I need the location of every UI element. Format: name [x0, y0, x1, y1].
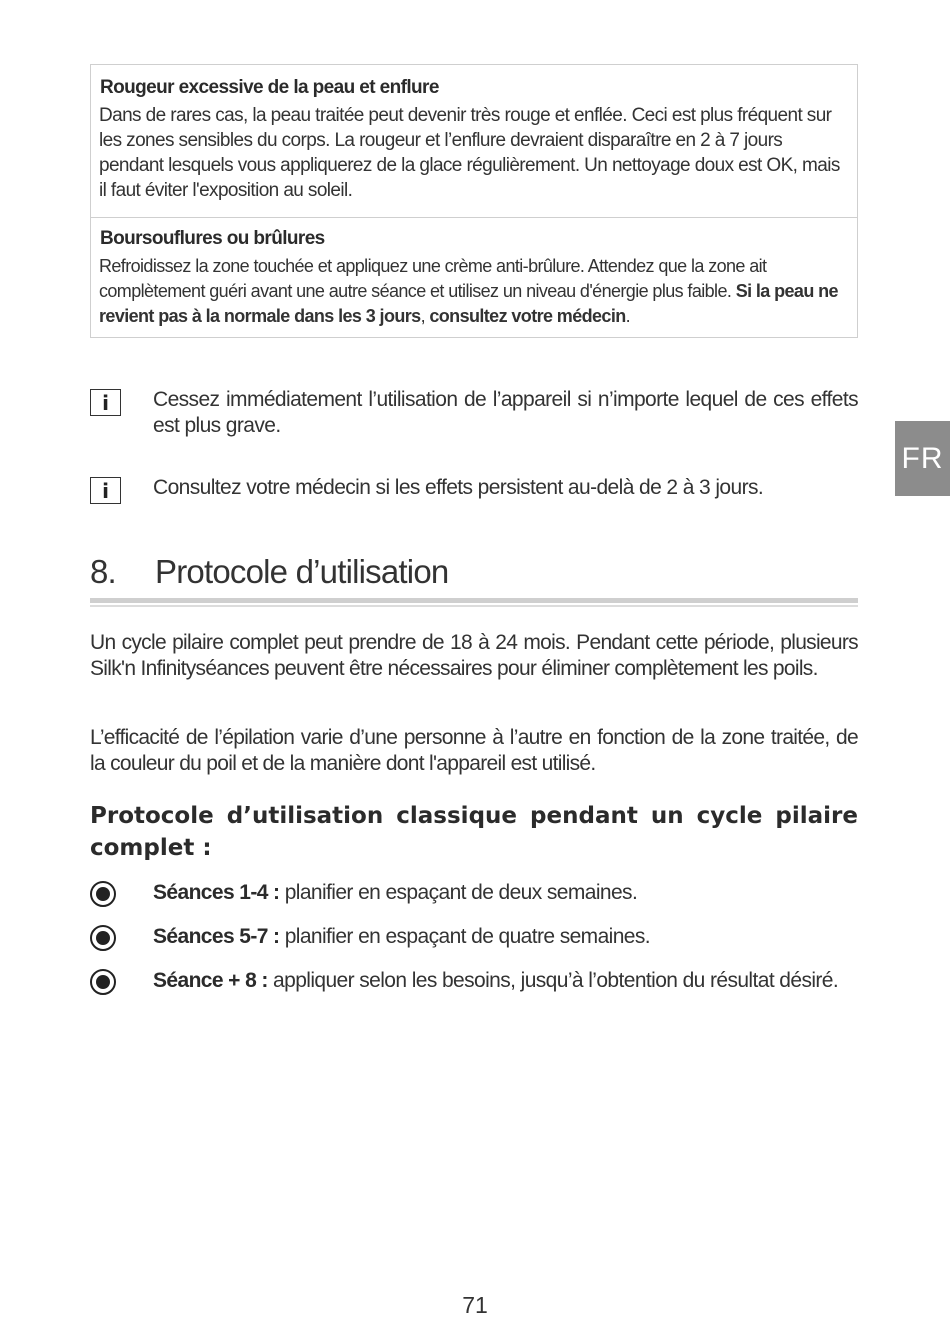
redness-text: Dans de rares cas, la peau traitée peut devenir très rouge et enflée. Ceci est plus fréquent sur les zones sensibles du corps. La rougeur et l’enflure devraient disparaître en 2 à 7 jours pendant lesquels vous appliquerez de la glace régulièrement. Un nettoyage doux est OK, mais il faut éviter l'exposition au soleil. [99, 105, 840, 201]
info-icon: i [90, 389, 121, 416]
section-number: 8. [90, 553, 116, 590]
info-note-text: Cessez immédiatement l’utilisation de l’appareil si n’importe lequel de ces effets est plus grave. [153, 388, 858, 437]
language-tab-fr: FR [895, 421, 950, 496]
step-text [153, 924, 858, 950]
section-divider-thin [90, 605, 858, 607]
protocol-step [90, 880, 858, 906]
page-number: 71 [462, 1292, 488, 1318]
step-text [153, 880, 858, 906]
blisters-title: Boursouflures ou brûlures [100, 228, 325, 249]
protocol-step [90, 968, 858, 994]
step-description: planifier en espaçant de deux semaines. [279, 881, 638, 904]
radio-bullet-icon [90, 969, 116, 995]
protocol-subheading: Protocole d’utilisation classique pendant un cycle pilaire complet : [90, 803, 858, 861]
blisters-warning-part1: Si la peau ne revient pas à la normale dans les 3 jours [99, 281, 838, 326]
step-label: Séance + 8 : [153, 969, 268, 992]
redness-title: Rougeur excessive de la peau et enflure [100, 77, 439, 98]
info-note-2 [90, 475, 858, 501]
blisters-advice: Refroidissez la zone touchée et appliquez une crème anti-brûlure. Attendez que la zone ait complètement guéri avant une autre séance et utilisez un niveau d'énergie plus faible. [99, 256, 767, 301]
radio-bullet-icon [90, 881, 116, 907]
blisters-text [99, 254, 849, 329]
blisters-section [91, 217, 857, 337]
blisters-warning-end: . [625, 306, 631, 326]
protocol-step [90, 924, 858, 950]
info-icon: i [90, 477, 121, 504]
step-description: appliquer selon les besoins, jusqu’à l’obtention du résultat désiré. [267, 969, 839, 992]
step-description: planifier en espaçant de quatre semaines. [279, 925, 651, 948]
radio-bullet-icon [90, 925, 116, 951]
info-note-1 [90, 387, 858, 439]
section-title: Protocole d’utilisation [155, 553, 449, 590]
step-text [153, 968, 858, 994]
info-note-text: Consultez votre médecin si les effets persistent au-delà de 2 à 3 jours. [153, 476, 764, 499]
blisters-warning-separator: , [420, 306, 430, 326]
section-divider [90, 598, 858, 603]
side-effects-box [90, 64, 858, 338]
blisters-warning-part2: consultez votre médecin [429, 306, 626, 326]
redness-section [91, 65, 857, 217]
step-label: Séances 5-7 : [153, 925, 280, 948]
efficacy-paragraph: L’efficacité de l’épilation varie d’une personne à l’autre en fonction de la zone traitée, de la couleur du poil et de la manière dont l'appareil est utilisé. [90, 726, 858, 775]
step-label: Séances 1-4 : [153, 881, 280, 904]
intro-paragraph: Un cycle pilaire complet peut prendre de 18 à 24 mois. Pendant cette période, plusieurs Silk'n Infinityséances peuvent être nécessaires pour éliminer complètement les poils. [90, 631, 858, 680]
